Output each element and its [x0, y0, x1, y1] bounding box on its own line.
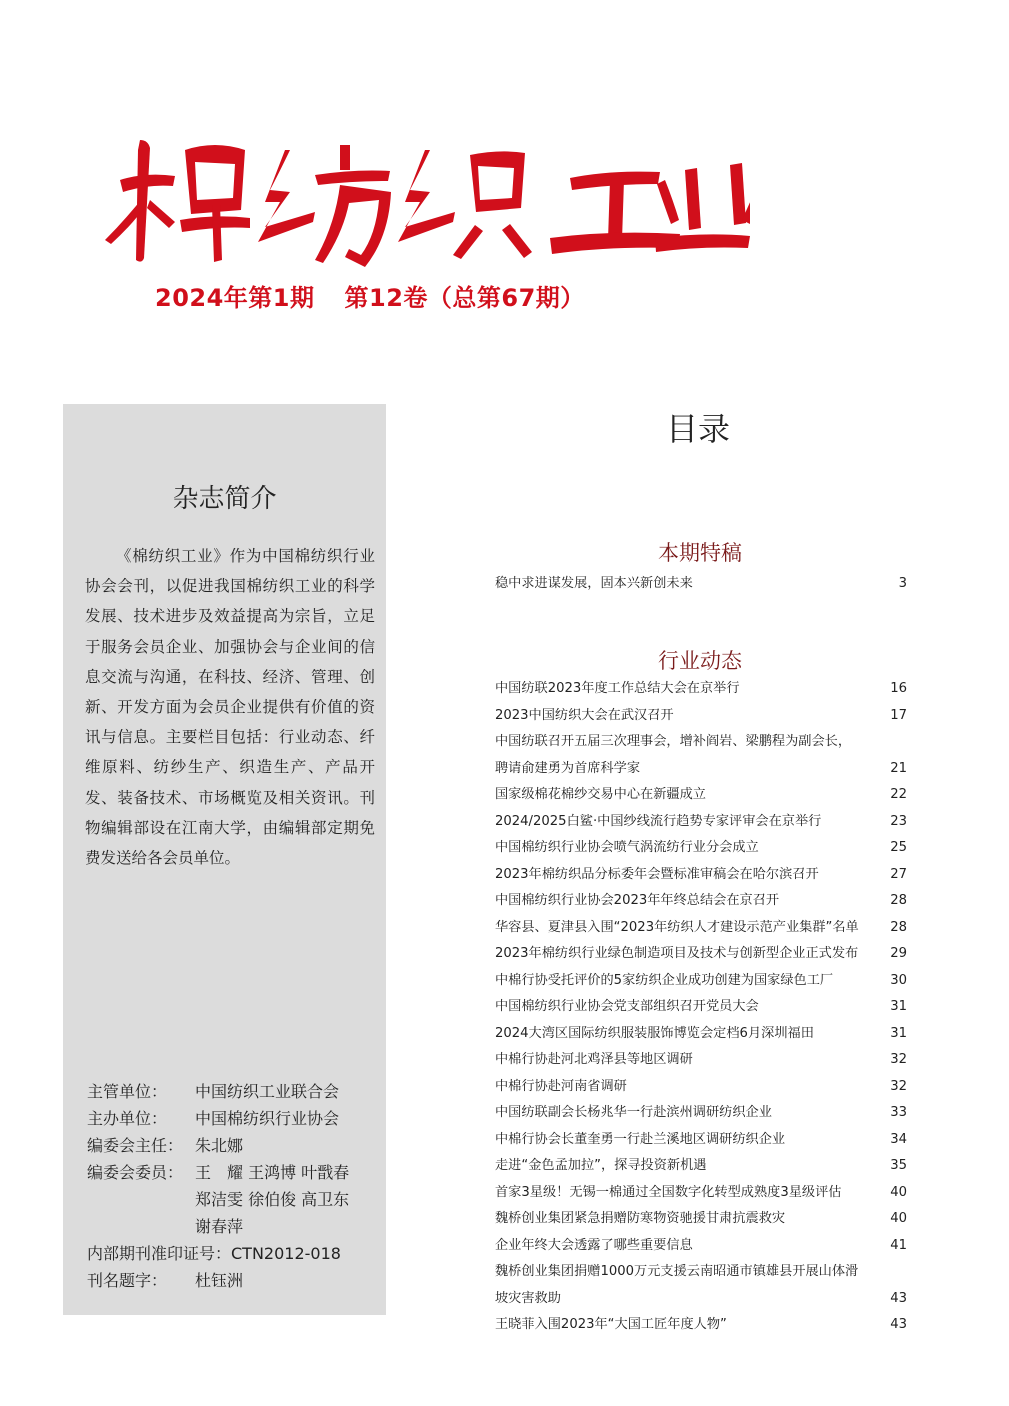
- toc-entry-page: 43: [890, 1317, 907, 1332]
- section-title-special: 本期特稿: [658, 541, 742, 565]
- toc-entry-title: 魏桥创业集团紧急捐赠防寒物资驰援甘肃抗震救灾: [495, 1211, 786, 1226]
- toc-entry-title: 中国棉纺织行业协会2023年年终总结会在京召开: [495, 893, 780, 908]
- toc-entry-page: 28: [890, 893, 907, 908]
- intro-text: 《棉纺织工业》作为中国棉纺织行业协会会刊，以促进我国棉纺织工业的科学发展、技术进步及效益提高为宗旨，立足于服务会员企业、加强协会与企业间的信息交流与沟通，在科技、经济、管理、创新、开发方面为会员企业提供有价值的资讯与信息。主要栏目包括：行业动态、纤维原料、纺纱生产、织造生产、产品开发、装备技术、市场概览及相关资讯。刊物编辑部设在江南大学，由编辑部定期免费发送给各会员单位。: [85, 547, 375, 868]
- toc-entry-title: 中国纺联2023年度工作总结大会在京举行: [495, 681, 740, 696]
- toc-entry-page: 25: [890, 840, 907, 855]
- toc-entry[interactable]: [495, 1153, 907, 1180]
- special-entries: [495, 571, 907, 598]
- toc-entry[interactable]: [495, 941, 907, 968]
- toc-entry-page: 29: [890, 946, 907, 961]
- toc-entry-title: 中国纺联副会长杨兆华一行赴滨州调研纺织企业: [495, 1105, 772, 1120]
- section-title-news: 行业动态: [658, 649, 742, 673]
- toc-entry[interactable]: [495, 1047, 907, 1074]
- toc-entry-title: 中棉行协赴河南省调研: [495, 1078, 627, 1094]
- toc-entry-title: 华容县、夏津县入围“2023年纺织人才建设示范产业集群”名单: [495, 919, 859, 935]
- toc-entry[interactable]: [495, 782, 907, 809]
- toc-entry-title: 首家3星级！无锡一棉通过全国数字化转型成熟度3星级评估: [495, 1184, 842, 1200]
- toc-entry[interactable]: [495, 1233, 907, 1260]
- toc-entry[interactable]: [495, 1127, 907, 1154]
- toc-entry-page: 31: [890, 999, 907, 1014]
- credit-members: [87, 1159, 387, 1186]
- toc-entry-title: 2024大湾区国际纺织服装服饰博览会定档6月深圳福田: [495, 1025, 814, 1041]
- toc-entry-page: 41: [890, 1237, 907, 1253]
- credit-value: 杜钰洲: [195, 1271, 244, 1290]
- toc-entry-title: 企业年终大会透露了哪些重要信息: [495, 1237, 693, 1253]
- toc-entry-title: 中国棉纺织行业协会喷气涡流纺行业分会成立: [495, 840, 759, 855]
- credit-value: 谢春萍: [195, 1217, 244, 1236]
- masthead-logo: [100, 120, 750, 270]
- toc-entry-page: 21: [890, 760, 907, 776]
- credit-label: 主管单位：: [87, 1082, 168, 1101]
- toc-entry-title: 中国纺联召开五届三次理事会，增补阎岩、梁鹏程为副会长，: [495, 734, 852, 749]
- intro-title: 杂志简介: [172, 484, 277, 514]
- toc-entry-title: 中棉行协会长董奎勇一行赴兰溪地区调研纺织企业: [495, 1131, 786, 1147]
- toc-entry-title: 中棉行协赴河北鸡泽县等地区调研: [495, 1052, 693, 1067]
- toc-entry-page: 34: [890, 1131, 907, 1147]
- toc-entry-page: 28: [890, 919, 907, 935]
- credit-supervisor: [87, 1078, 387, 1105]
- toc-entry[interactable]: [495, 1206, 907, 1233]
- toc-entry-page: 16: [890, 681, 907, 696]
- credit-label: 编委会主任：: [87, 1136, 184, 1155]
- credit-director: [87, 1132, 387, 1159]
- toc-entry-title: 中国棉纺织行业协会党支部组织召开党员大会: [495, 999, 759, 1014]
- toc-entry-title: 2023年棉纺织行业绿色制造项目及技术与创新型企业正式发布: [495, 946, 859, 961]
- credit-permit: 内部期刊准印证号：CTN2012-018: [87, 1244, 341, 1263]
- toc-entry-title-cont: 聘请俞建勇为首席科学家: [495, 760, 641, 776]
- toc-entry[interactable]: [495, 994, 907, 1021]
- issue-number: 2024年第1期: [155, 284, 315, 312]
- credit-label: 主办单位：: [87, 1109, 168, 1128]
- toc-entry-title: 稳中求进谋发展，固本兴新创未来: [495, 576, 693, 591]
- toc-entry-title: 国家级棉花棉纱交易中心在新疆成立: [495, 787, 706, 802]
- news-entries: [495, 676, 907, 1339]
- volume-number: 第12卷（总第67期）: [344, 284, 585, 312]
- credit-value: 中国纺织工业联合会: [195, 1082, 340, 1101]
- toc-entry-title: 2024/2025白鲨·中国纱线流行趋势专家评审会在京举行: [495, 813, 822, 829]
- credits: [87, 1078, 387, 1294]
- credit-value: 中国棉纺织行业协会: [195, 1109, 340, 1128]
- toc-entry-page: 33: [890, 1105, 907, 1120]
- toc-entry[interactable]: [495, 862, 907, 889]
- toc-entry[interactable]: [495, 968, 907, 995]
- credit-calligraphy: [87, 1267, 387, 1294]
- toc-entry-page: 23: [890, 813, 907, 829]
- issue-info: [155, 278, 585, 313]
- credit-members-cont: [87, 1186, 387, 1213]
- toc-entry-title: 走进“金色孟加拉”，探寻投资新机遇: [495, 1158, 707, 1173]
- toc-entry-title: 2023年棉纺织品分标委年会暨标准审稿会在哈尔滨召开: [495, 866, 819, 882]
- toc-entry-page: 17: [890, 707, 907, 723]
- toc-entry[interactable]: [495, 676, 907, 703]
- toc-entry-page: 3: [898, 576, 907, 591]
- toc-entry-page: 32: [890, 1052, 907, 1067]
- toc-entry-page: 35: [890, 1158, 907, 1173]
- toc-entry[interactable]: [495, 703, 907, 730]
- toc-entry[interactable]: [495, 1180, 907, 1207]
- credit-members-cont2: [87, 1213, 387, 1240]
- toc-entry-page: 40: [890, 1184, 907, 1200]
- toc-entry-page: 27: [890, 866, 907, 882]
- toc-entry-title-cont: 坡灾害救助: [495, 1290, 561, 1306]
- credit-label: 刊名题字：: [87, 1271, 168, 1290]
- toc-entry-title: 中棉行协受托评价的5家纺织企业成功创建为国家绿色工厂: [495, 972, 834, 988]
- toc-entry[interactable]: [495, 1074, 907, 1101]
- masthead-calligraphy-title: [100, 120, 750, 270]
- toc-entry-page: 43: [890, 1290, 907, 1306]
- toc-entry[interactable]: [495, 835, 907, 862]
- toc-entry-title: 魏桥创业集团捐赠1000万元支援云南昭通市镇雄县开展山体滑: [495, 1264, 859, 1279]
- toc-entry[interactable]: [495, 915, 907, 942]
- toc-entry[interactable]: [495, 729, 907, 782]
- toc-entry-title: 2023中国纺织大会在武汉召开: [495, 707, 674, 723]
- toc-heading: 目录: [666, 410, 731, 448]
- toc-entry-page: 32: [890, 1078, 907, 1094]
- toc-entry[interactable]: [495, 1312, 907, 1339]
- toc-entry-title: 王晓菲入围2023年“大国工匠年度人物”: [495, 1317, 727, 1332]
- toc-entry-page: 31: [890, 1025, 907, 1041]
- toc-entry[interactable]: [495, 1021, 907, 1048]
- credit-sponsor: [87, 1105, 387, 1132]
- toc-entry[interactable]: [495, 1100, 907, 1127]
- masthead-title-text: 棉纺织工业: [100, 120, 105, 121]
- toc-entry-page: 40: [890, 1211, 907, 1226]
- toc-entry[interactable]: [495, 809, 907, 836]
- credit-value: 朱北娜: [195, 1136, 244, 1155]
- credit-value: 王 耀 王鸿博 叶戬春: [195, 1163, 350, 1182]
- toc-entry[interactable]: [495, 1259, 907, 1312]
- magazine-intro-panel: [63, 404, 386, 1315]
- toc-entry[interactable]: [495, 571, 907, 598]
- credit-label: 编委会委员：: [87, 1163, 184, 1182]
- toc-entry-page: 30: [890, 972, 907, 988]
- toc-entry-page: 22: [890, 787, 907, 802]
- credit-value: 郑洁雯 徐伯俊 高卫东: [195, 1190, 350, 1209]
- toc-entry[interactable]: [495, 888, 907, 915]
